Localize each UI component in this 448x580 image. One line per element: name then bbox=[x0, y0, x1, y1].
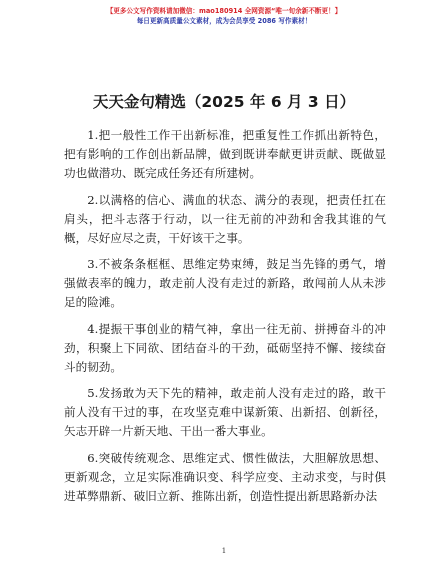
paragraph-4: 4.提振干事创业的精气神，拿出一往无前、拼搏奋斗的冲劲，积聚上下同欲、团结奋斗的干劲，砥砺坚持不懈、接续奋斗的韧劲。 bbox=[64, 321, 386, 374]
paragraph-6: 6.突破传统观念、思维定式、惯性做法，大胆解放思想、更新观念，立足实际准确识变、科学应变、主动求变，与时俱进革弊鼎新、破旧立新、推陈出新，创造性提出新思路新办法 bbox=[64, 450, 386, 503]
header-banner bbox=[0, 6, 448, 26]
banner-membership-line: 每日更新高质量公文素材，成为会员享受 2086 写作素材！ bbox=[136, 17, 312, 25]
paragraph-2: 2.以满格的信心、满血的状态、满分的表现，把责任扛在肩头，把斗志落于行动，以一往无前的冲劲和舍我其谁的气概，尽好应尽之责，干好该干之事。 bbox=[64, 192, 386, 245]
paragraph-5: 5.发扬敢为天下先的精神，敢走前人没有走过的路，敢干前人没有干过的事，在攻坚克难中谋新策、出新招、创新径，矢志开辟一片新天地、干出一番大事业。 bbox=[64, 386, 386, 438]
paragraph-1: 1.把一般性工作干出新标准，把重复性工作抓出新特色，把有影响的工作创出新品牌，做到既讲奉献更讲贡献、既做显功也做潜功、既完成任务还有所建树。 bbox=[64, 128, 386, 180]
document-title: 天天金句精选（2025 年 6 月 3 日） bbox=[92, 93, 356, 111]
paragraph-3: 3.不被条条框框、思维定势束缚，鼓足当先锋的勇气，增强做表率的魄力，敢走前人没有走过的新路，敢闯前人从未涉足的险滩。 bbox=[64, 257, 386, 309]
banner-promo-line: 【更多公文写作资料请加微信：mao180914 全网资源“唯一旬余新不断更！】 bbox=[106, 7, 342, 15]
page-number: 1 bbox=[221, 547, 227, 555]
document-body bbox=[64, 126, 386, 513]
